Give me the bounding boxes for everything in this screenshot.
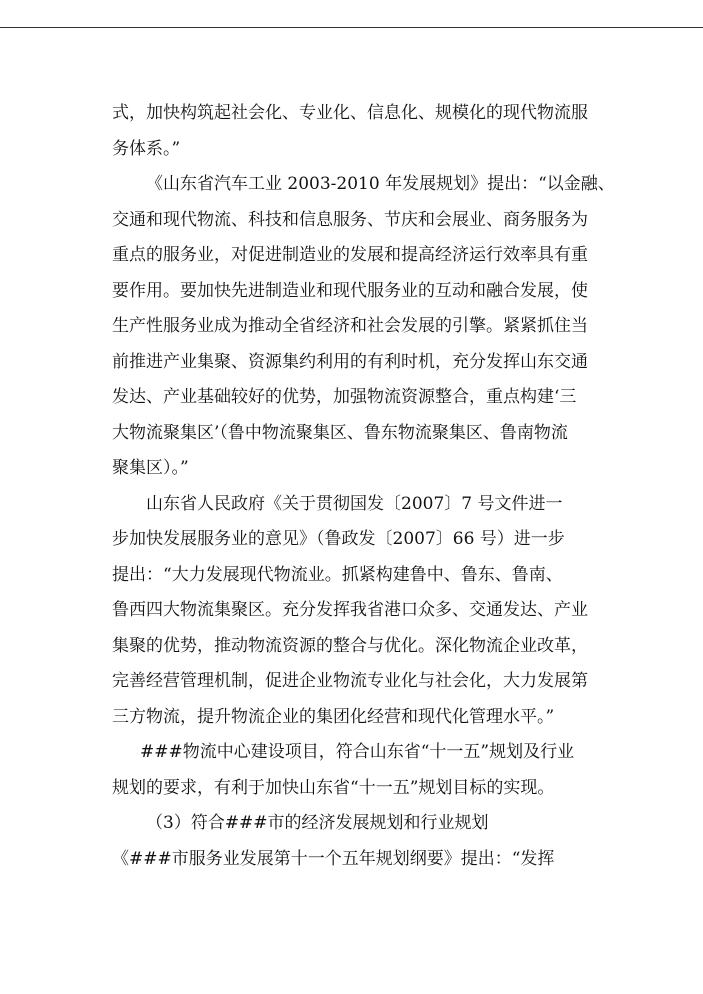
section-heading: （3）符合###市的经济发展规划和行业规划 <box>146 813 489 833</box>
text-line-1: 式，加快构筑起社会化、专业化、信息化、规模化的现代物流服 <box>112 103 588 123</box>
text-line-11: 聚集区）。” <box>112 458 189 478</box>
text-line-4: 交通和现代物流、科技和信息服务、节庆和会展业、商务服务为 <box>112 209 588 230</box>
text-line-18: 三方物流，提升物流企业的集团化经营和现代化管理水平。” <box>112 706 555 727</box>
text-line-8: 前推进产业集聚、资源集约利用的有利时机，充分发挥山东交通 <box>112 351 588 372</box>
text-line-5: 重点的服务业，对促进制造业的发展和提高经济运行效率具有重 <box>112 245 588 265</box>
text-line-16: 集聚的优势，推动物流资源的整合与优化。深化物流企业改革， <box>112 635 588 656</box>
text-line-7: 生产性服务业成为推动全省经济和社会发展的引擎。紧紧抓住当 <box>112 316 588 336</box>
text-line-20: 规划的要求，有利于加快山东省“十一五”规划目标的实现。 <box>112 777 555 798</box>
header-rule <box>0 27 703 28</box>
text-line-17: 完善经营管理机制，促进企业物流专业化与社会化，大力发展第 <box>112 671 588 691</box>
text-line-3: 《山东省汽车工业 2003-2010 年发展规划》提出：“以金融、 <box>146 174 615 194</box>
text-line-19: ###物流中心建设项目，符合山东省“十一五”规划及行业 <box>140 742 575 762</box>
text-line-9: 发达、产业基础较好的优势，加强物流资源整合，重点构建‘三 <box>112 387 577 407</box>
text-line-2: 务体系。” <box>112 138 181 159</box>
document-body <box>112 96 615 877</box>
text-line-22: 《###市服务业发展第十一个五年规划纲要》提出：“发挥 <box>112 848 555 869</box>
text-line-14: 提出：“大力发展现代物流业。抓紧构建鲁中、鲁东、鲁南、 <box>112 564 563 585</box>
text-line-13: 步加快发展服务业的意见》（鲁政发〔2007〕66 号）进一步 <box>112 529 565 549</box>
text-line-15: 鲁西四大物流集聚区。充分发挥我省港口众多、交通发达、产业 <box>112 600 588 620</box>
text-line-12: 山东省人民政府《关于贯彻国发〔2007〕7 号文件进一 <box>146 493 563 514</box>
text-line-6: 要作用。要加快先进制造业和现代服务业的互动和融合发展，使 <box>112 280 588 301</box>
text-line-10: 大物流聚集区’（鲁中物流聚集区、鲁东物流聚集区、鲁南物流 <box>112 422 568 443</box>
